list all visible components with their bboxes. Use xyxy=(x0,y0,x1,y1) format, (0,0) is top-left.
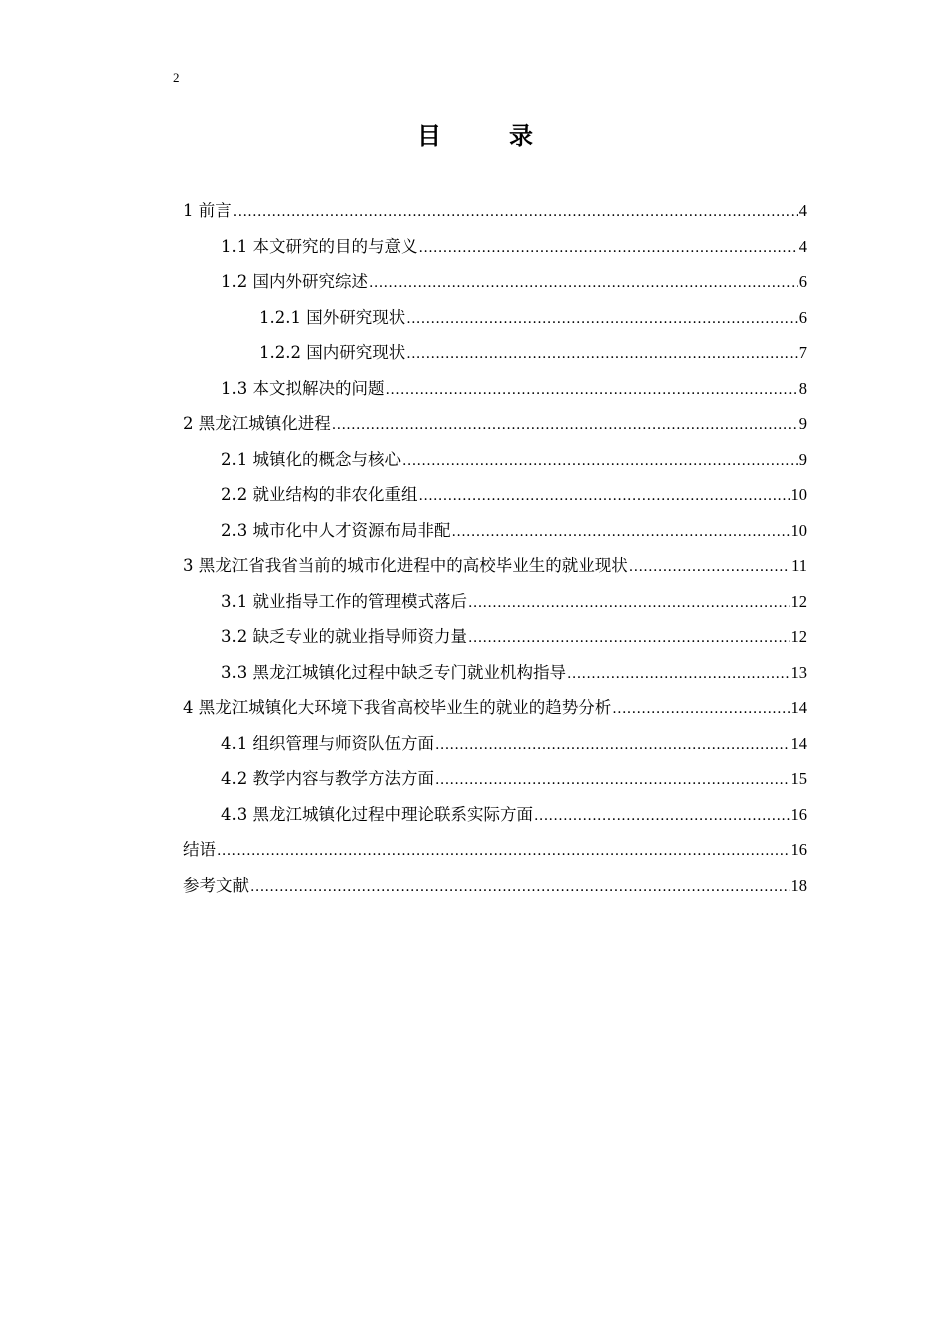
toc-entry[interactable] xyxy=(183,584,807,620)
toc-entry[interactable] xyxy=(183,761,807,797)
toc-dot-leader xyxy=(435,763,790,799)
toc-entry-page-number: 13 xyxy=(790,662,807,682)
toc-entry-page-number: 14 xyxy=(790,733,807,753)
toc-entry-label: 3.2 缺乏专业的就业指导师资力量 xyxy=(221,627,467,646)
toc-entry-page-number: 10 xyxy=(790,520,807,540)
toc-entry-label: 4 黑龙江城镇化大环境下我省高校毕业生的就业的趋势分析 xyxy=(183,698,612,717)
toc-dot-leader xyxy=(332,408,798,444)
toc-entry[interactable] xyxy=(183,726,807,762)
toc-dot-leader xyxy=(468,586,790,622)
toc-entry-label: 3.3 黑龙江城镇化过程中缺乏专门就业机构指导 xyxy=(221,662,566,682)
toc-dot-leader xyxy=(406,337,798,373)
toc-dot-leader xyxy=(419,231,798,267)
toc-dot-leader xyxy=(369,266,798,302)
toc-entry-page-number: 4 xyxy=(798,236,807,256)
table-of-contents xyxy=(183,193,807,903)
toc-entry-page-number: 15 xyxy=(790,769,807,788)
toc-entry[interactable] xyxy=(183,619,807,655)
toc-entry-page-number: 6 xyxy=(798,272,807,291)
toc-dot-leader xyxy=(217,834,790,870)
toc-entry-label: 1 前言 xyxy=(183,201,232,220)
toc-entry-page-number: 14 xyxy=(790,698,807,717)
toc-dot-leader xyxy=(233,195,798,231)
toc-entry[interactable] xyxy=(183,513,807,549)
toc-entry-label: 1.2.2 国内研究现状 xyxy=(259,343,406,362)
toc-entry[interactable] xyxy=(183,335,807,371)
toc-entry-label: 2.2 就业结构的非农化重组 xyxy=(221,485,418,504)
toc-entry-page-number: 6 xyxy=(798,307,807,327)
toc-entry-label: 4.3 黑龙江城镇化过程中理论联系实际方面 xyxy=(221,804,533,824)
toc-dot-leader xyxy=(534,799,790,835)
toc-dot-leader xyxy=(406,302,798,338)
toc-entry[interactable] xyxy=(183,264,807,300)
toc-entry-label: 1.2 国内外研究综述 xyxy=(221,272,368,291)
toc-dot-leader xyxy=(468,621,790,657)
toc-entry[interactable] xyxy=(183,442,807,478)
toc-entry-label: 2.3 城市化中人才资源布局非配 xyxy=(221,520,451,540)
toc-entry-label: 参考文献 xyxy=(183,875,249,895)
toc-entry-page-number: 16 xyxy=(790,840,807,859)
toc-entry-label: 2.1 城镇化的概念与核心 xyxy=(221,449,401,469)
toc-entry[interactable] xyxy=(183,797,807,833)
toc-dot-leader xyxy=(612,692,789,728)
toc-dot-leader xyxy=(419,479,790,515)
toc-entry[interactable] xyxy=(183,229,807,265)
toc-entry-page-number: 9 xyxy=(798,414,807,433)
toc-entry[interactable] xyxy=(183,655,807,691)
toc-entry[interactable] xyxy=(183,406,807,442)
toc-dot-leader xyxy=(452,515,790,551)
toc-entry[interactable] xyxy=(183,832,807,868)
toc-entry-label: 1.1 本文研究的目的与意义 xyxy=(221,236,418,256)
toc-entry-label: 结语 xyxy=(183,840,216,859)
toc-entry-page-number: 18 xyxy=(790,875,807,895)
toc-entry[interactable] xyxy=(183,548,807,584)
toc-entry-label: 1.2.1 国外研究现状 xyxy=(259,307,406,327)
toc-entry-page-number: 8 xyxy=(798,378,807,398)
toc-dot-leader xyxy=(386,373,798,409)
page-title: 目 录 xyxy=(417,121,555,150)
toc-dot-leader xyxy=(435,728,790,764)
toc-entry[interactable] xyxy=(183,193,807,229)
toc-entry[interactable] xyxy=(183,477,807,513)
toc-entry-label: 3 黑龙江省我省当前的城市化进程中的高校毕业生的就业现状 xyxy=(183,556,628,575)
toc-entry-label: 2 黑龙江城镇化进程 xyxy=(183,414,331,433)
toc-dot-leader xyxy=(629,550,790,586)
toc-entry-label: 4.2 教学内容与教学方法方面 xyxy=(221,769,434,788)
toc-dot-leader xyxy=(567,657,790,693)
toc-entry-page-number: 7 xyxy=(798,343,807,362)
toc-entry-page-number: 4 xyxy=(798,201,807,220)
toc-entry-label: 3.1 就业指导工作的管理模式落后 xyxy=(221,591,467,611)
toc-entry-page-number: 10 xyxy=(790,485,807,504)
toc-entry-page-number: 12 xyxy=(790,591,807,611)
toc-dot-leader xyxy=(250,870,790,906)
toc-dot-leader xyxy=(402,444,798,480)
toc-entry-label: 4.1 组织管理与师资队伍方面 xyxy=(221,733,434,753)
toc-entry-page-number: 12 xyxy=(790,627,807,646)
toc-entry-page-number: 9 xyxy=(798,449,807,469)
toc-entry[interactable] xyxy=(183,371,807,407)
toc-entry-label: 1.3 本文拟解决的问题 xyxy=(221,378,385,398)
toc-entry[interactable] xyxy=(183,300,807,336)
page-number: 2 xyxy=(173,70,180,85)
toc-entry-page-number: 16 xyxy=(790,804,807,824)
toc-entry[interactable] xyxy=(183,690,807,726)
toc-entry-page-number: 11 xyxy=(791,556,807,575)
toc-entry[interactable] xyxy=(183,868,807,904)
